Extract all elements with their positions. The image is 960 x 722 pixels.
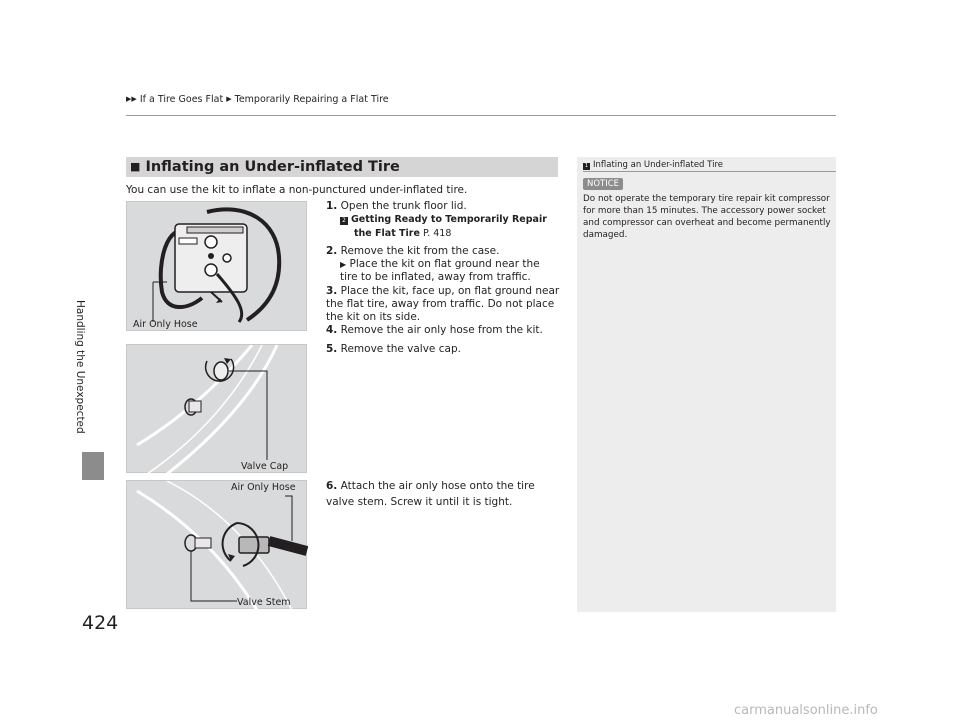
- label-air-only-hose-2: Air Only Hose: [231, 482, 296, 493]
- header-divider: [126, 115, 836, 116]
- step-5: 5. Remove the valve cap.: [326, 343, 461, 355]
- sidebar-notice-text: Do not operate the temporary tire repair kit compressor for more than 15 minutes. The accessory power socket and compressor can overheat and become permanently damaged.: [583, 194, 831, 240]
- sidebar-divider: [583, 171, 836, 172]
- figure-repair-kit: [126, 201, 307, 331]
- sidebar-title: 1 Inflating an Under-inflated Tire: [584, 160, 723, 170]
- chapter-tab-marker: [82, 452, 104, 480]
- step-3: 3. Place the kit, face up, on flat ground near the flat tire, away from traffic. Do not place the kit on its side.: [326, 285, 560, 323]
- figure-attach-hose: [126, 480, 307, 609]
- section-title-text: Inflating an Under-inflated Tire: [145, 159, 400, 175]
- label-air-only-hose-1: Air Only Hose: [133, 319, 198, 330]
- step-1-cross-reference-cont[interactable]: the Flat Tire P. 418: [354, 228, 452, 239]
- section-square-icon: ■: [130, 160, 141, 173]
- breadcrumb: [126, 94, 389, 105]
- attach-hose-illustration: [127, 481, 308, 610]
- step-2-substep: ▶ Place the kit on flat ground near the tire to be inflated, away from traffic.: [340, 258, 540, 283]
- breadcrumb-arrow-icon: ▶▶: [126, 95, 137, 103]
- intro-text: You can use the kit to inflate a non-punctured under-inflated tire.: [126, 184, 468, 196]
- section-title: [130, 159, 400, 175]
- notice-badge: NOTICE: [583, 178, 623, 190]
- breadcrumb-parent[interactable]: If a Tire Goes Flat: [139, 94, 224, 105]
- page-number: 424: [82, 612, 119, 634]
- breadcrumb-separator-icon: ▶: [226, 95, 232, 103]
- watermark: carmanualsonline.info: [734, 703, 878, 718]
- chapter-side-label: Handling the Unexpected: [74, 300, 86, 434]
- valve-cap-illustration: [127, 345, 308, 474]
- step-1-cross-reference[interactable]: 2 Getting Ready to Temporarily Repair: [340, 214, 547, 225]
- label-valve-cap: Valve Cap: [241, 461, 289, 472]
- figure-valve-cap: [126, 344, 307, 473]
- substep-arrow-icon: ▶: [340, 260, 347, 269]
- step-6: 6. Attach the air only hose onto the tire valve stem. Screw it until it is tight.: [326, 480, 535, 508]
- reference-icon: 2: [340, 217, 348, 225]
- step-2: 2. Remove the kit from the case.: [326, 245, 500, 257]
- label-valve-stem: Valve Stem: [237, 597, 291, 608]
- repair-kit-illustration: [127, 202, 308, 332]
- sidebar-reference-icon: 1: [584, 163, 589, 169]
- breadcrumb-current: Temporarily Repairing a Flat Tire: [234, 94, 389, 105]
- step-4: 4. Remove the air only hose from the kit.: [326, 324, 543, 336]
- step-1: 1. Open the trunk floor lid.: [326, 200, 467, 212]
